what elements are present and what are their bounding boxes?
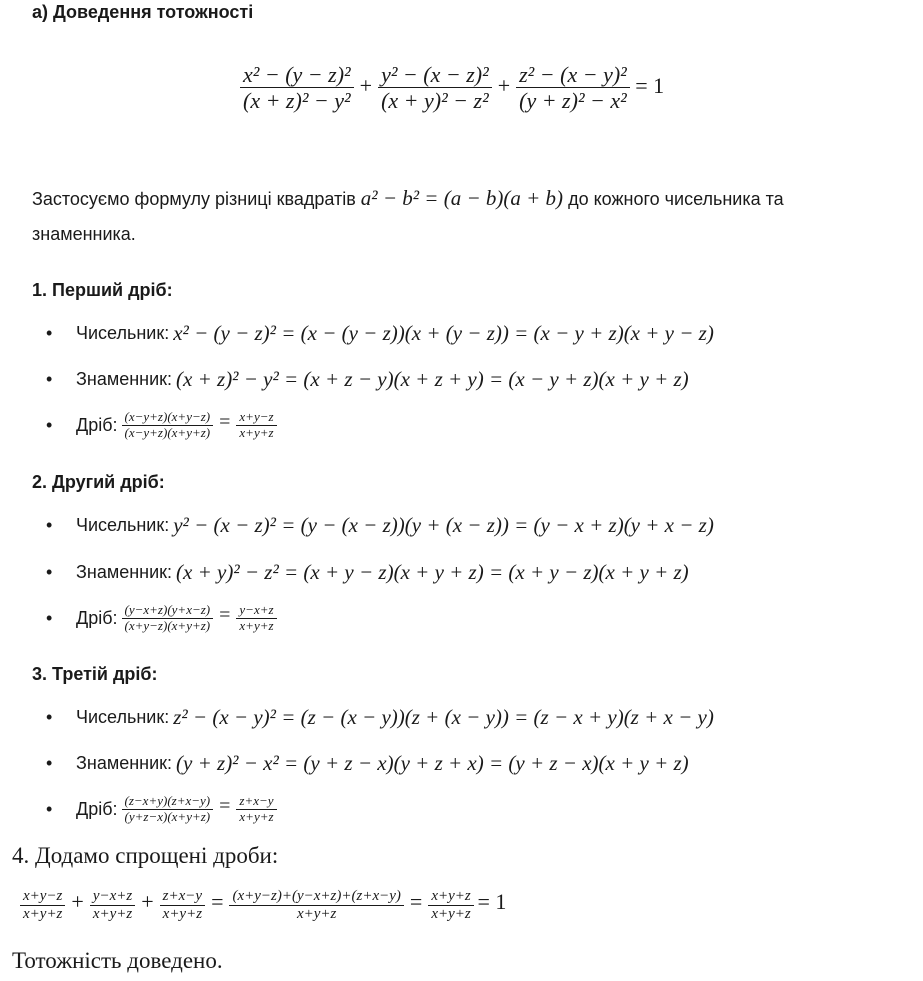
identity-equation: $\frac{\text{x² − (y − z)²}}{\text{(x + z)² − y²}}$ + $\frac{\text{y² − (x − z)²}}{\text{(x + y)² − z²}}$ + $\frac{\text{z² − (x − y)²}}{\text{(y + z)² − x²}}$ = 1: [240, 62, 664, 114]
section-2-fraction: • Дріб: $\frac{(y-x+z)(y+x-z)}{(x+y-z)(x+y+z)}$ = $\frac{y-x+z}{x+y+z}$: [46, 601, 277, 635]
identity-fraction-2: $\frac{\text{y² − (x − z)²}}{\text{(x + y)² − z²}}$: [378, 62, 492, 114]
sum-fraction-2: $\frac{y-x+z}{x+y+z}$: [90, 888, 135, 924]
section-3-denominator: • Знаменник: (y + z)² − x² = (y + z − x)(y + z + x) = (y + z − x)(x + y + z): [46, 750, 689, 775]
intro-line-2: знаменника.: [32, 224, 136, 244]
section-1-fraction: • Дріб: $\frac{(x-y+z)(x+y-z)}{(x-y+z)(x+y+z)}$ = $\frac{x+y-z}{x+y+z}$: [46, 408, 277, 442]
bullet: •: [46, 798, 53, 819]
identity-fraction-1: $\frac{\text{x² − (y − z)²}}{\text{(x + z)² − y²}}$: [240, 62, 354, 114]
section-heading-2: 2. Другий дріб:: [32, 472, 165, 492]
bullet: •: [46, 607, 53, 628]
section-3-numerator: • Чисельник: z² − (x − y)² = (z − (x − y))(z + (x − y)) = (z − x + y)(z + x − y): [46, 704, 714, 729]
page-title: а) Доведення тотожності: [32, 2, 254, 22]
sum-fraction-1: $\frac{x+y-z}{x+y+z}$: [20, 888, 65, 924]
bullet: •: [46, 706, 53, 727]
sum-result: = 1: [477, 889, 507, 915]
section-2-denominator: • Знаменник: (x + y)² − z² = (x + y − z)(x + y + z) = (x + y − z)(x + y + z): [46, 559, 689, 584]
bullet: •: [46, 514, 53, 535]
conclusion: Тотожність доведено.: [12, 948, 223, 973]
bullet: •: [46, 322, 53, 343]
identity-rhs: = 1: [635, 72, 665, 98]
bullet: •: [46, 368, 53, 389]
bullet: •: [46, 752, 53, 773]
section-heading-1: 1. Перший дріб:: [32, 280, 173, 300]
bullet: •: [46, 561, 53, 582]
sum-fraction-3: $\frac{z+x-y}{x+y+z}$: [160, 888, 205, 924]
section-2-numerator: • Чисельник: y² − (x − z)² = (y − (x − z))(y + (x − z)) = (y − x + z)(y + x − z): [46, 512, 714, 537]
step-4-heading: 4. Додамо спрощені дроби:: [12, 843, 279, 868]
section-heading-3: 3. Третій дріб:: [32, 664, 158, 684]
intro-line-1: Застосуємо формулу різниці квадратів a² − b² = (a − b)(a + b) до кожного чисельника та: [32, 186, 784, 210]
section-1-denominator: • Знаменник: (x + z)² − y² = (x + z − y)(x + z + y) = (x − y + z)(x + y + z): [46, 366, 689, 391]
difference-of-squares-formula: a² − b² = (a − b)(a + b): [360, 186, 564, 210]
section-3-fraction: • Дріб: $\frac{(z-x+y)(z+x-y)}{(y+z-x)(x+y+z)}$ = $\frac{z+x-y}{x+y+z}$: [46, 792, 277, 826]
step-4-sum: $\frac{x+y-z}{x+y+z}$ + $\frac{y-x+z}{x+y+z}$ + $\frac{z+x-y}{x+y+z}$ = $\frac{(x+y-z)+(y-x+z)+(z+x-y)}{x+y+z}$ = $\frac{x+y+z}{x+y+z}$ = 1: [20, 888, 506, 924]
sum-combined-fraction: $\frac{(x+y-z)+(y-x+z)+(z+x-y)}{x+y+z}$: [229, 888, 403, 924]
bullet: •: [46, 414, 53, 435]
identity-fraction-3: $\frac{\text{z² − (x − y)²}}{\text{(y + z)² − x²}}$: [516, 62, 630, 114]
section-1-numerator: • Чисельник: x² − (y − z)² = (x − (y − z))(x + (y − z)) = (x − y + z)(x + y − z): [46, 320, 714, 345]
sum-total-fraction: $\frac{x+y+z}{x+y+z}$: [428, 888, 473, 924]
